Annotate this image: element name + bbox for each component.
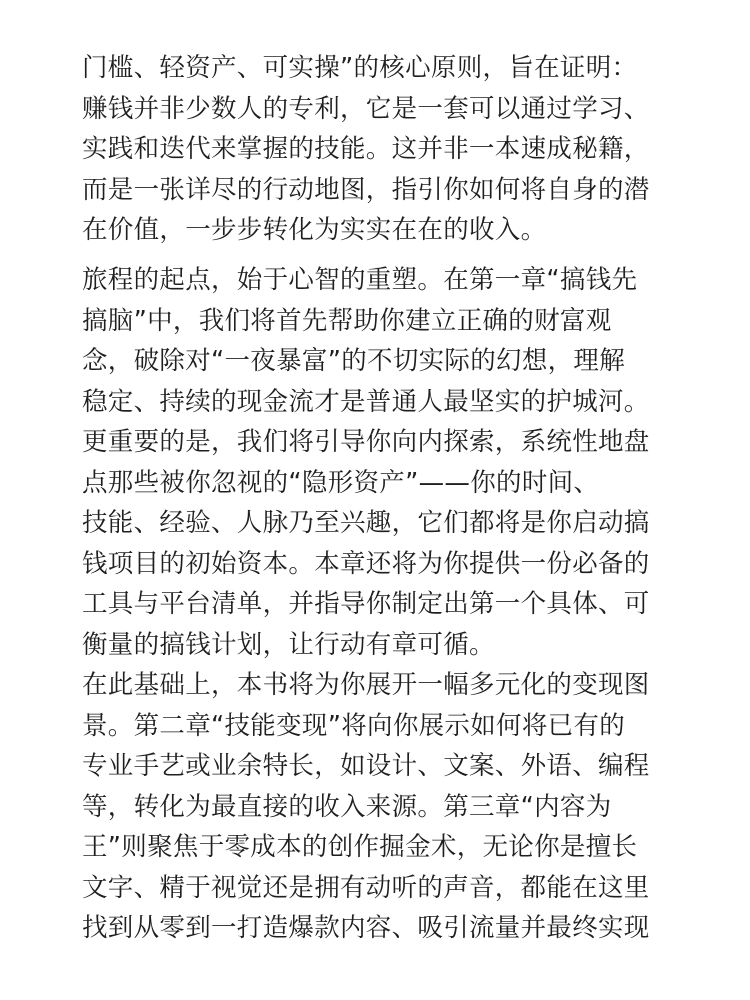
text-line: 在此基础上，本书将为你展开一幅多元化的变现图	[82, 670, 650, 700]
text-line: 念，破除对“一夜暴富”的不切实际的幻想，理解	[82, 346, 626, 376]
text-line: 实践和迭代来掌握的技能。这并非一本速成秘籍，	[82, 134, 650, 164]
text-line: 衡量的搞钱计划，让行动有章可循。	[82, 629, 495, 660]
paragraph-3	[82, 665, 682, 949]
text-line: 专业手艺或业余特长，如设计、文案、外语、编程	[82, 751, 650, 781]
text-line: 赚钱并非少数人的专利，它是一套可以通过学习、	[82, 93, 650, 124]
text-line: 更重要的是，我们将引导你向内探索，系统性地盘	[82, 427, 650, 457]
text-line: 门槛、轻资产、可实操”的核心原则，旨在证明：	[82, 53, 638, 83]
text-line: 搞脑”中，我们将首先帮助你建立正确的财富观	[82, 305, 612, 336]
text-line: 王”则聚焦于零成本的创作掘金术，无论你是擅长	[82, 832, 638, 862]
text-line: 等，转化为最直接的收入来源。第三章“内容为	[82, 791, 612, 822]
text-line: 在价值，一步步转化为实实在在的收入。	[82, 215, 547, 245]
text-line: 而是一张详尽的行动地图，指引你如何将自身的潜	[82, 174, 650, 205]
text-line: 钱项目的初始资本。本章还将为你提供一份必备的	[82, 548, 650, 579]
text-line: 点那些被你忽视的“隐形资产”——你的时间、	[82, 467, 600, 498]
text-line: 旅程的起点，始于心智的重塑。在第一章“搞钱先	[82, 265, 638, 295]
text-line: 工具与平台清单，并指导你制定出第一个具体、可	[82, 589, 650, 619]
paragraph-2	[82, 260, 682, 665]
text-line: 找到从零到一打造爆款内容、吸引流量并最终实现	[82, 913, 650, 943]
text-line: 文字、精于视觉还是拥有动听的声音，都能在这里	[82, 872, 650, 903]
paragraph-1	[82, 48, 682, 251]
text-line: 技能、经验、人脉乃至兴趣，它们都将是你启动搞	[82, 508, 650, 538]
text-line: 稳定、持续的现金流才是普通人最坚实的护城河。	[82, 386, 650, 417]
text-line: 景。第二章“技能变现”将向你展示如何将已有的	[82, 710, 626, 741]
